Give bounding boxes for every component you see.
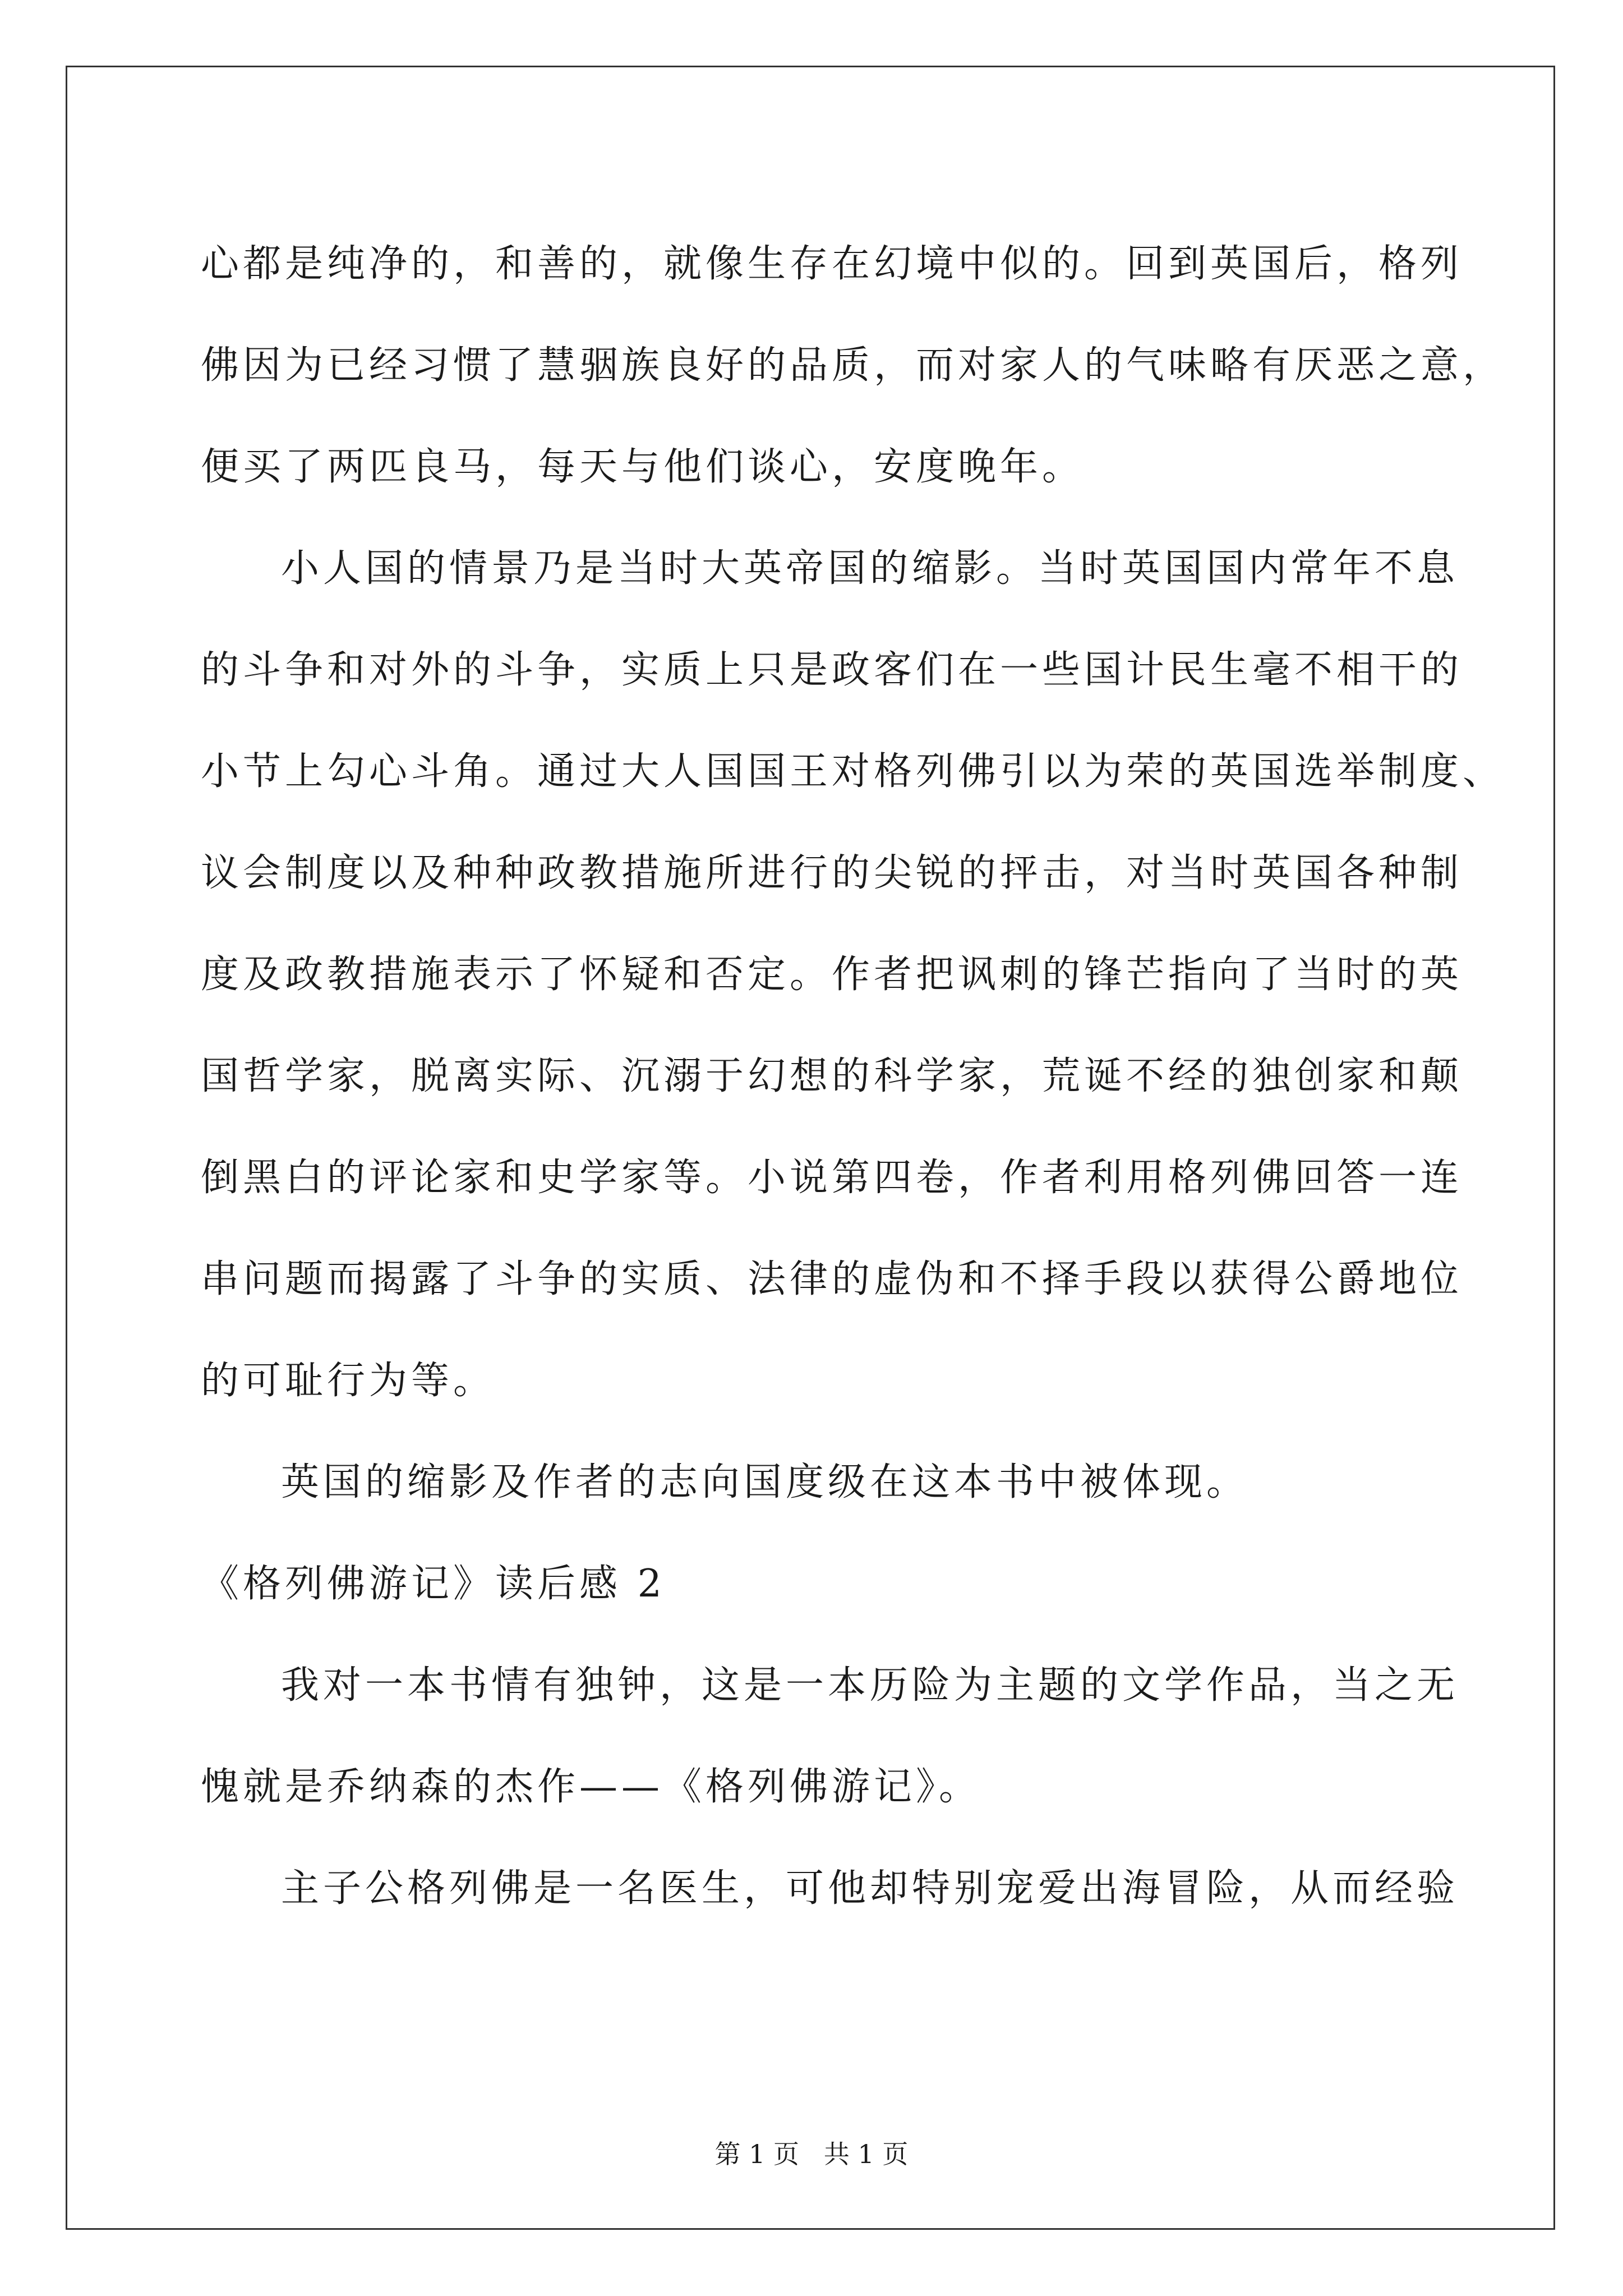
section-heading: 《格列佛游记》读后感 2 [201,1562,666,1606]
body-text-line: 倒黑白的评论家和史学家等。小说第四卷，作者利用格列佛回答一连 [201,1156,1463,1200]
document-body [201,213,1505,1939]
body-text-line: 便买了两匹良马，每天与他们谈心，安度晚年。 [201,445,1085,489]
body-text-line: 小节上勾心斗角。通过大人国国王对格列佛引以为荣的英国选举制度、 [201,749,1505,794]
body-text-line: 愧就是乔纳森的杰作——《格列佛游记》。 [201,1765,981,1809]
paragraph-start-line: 小人国的情景乃是当时大英帝国的缩影。当时英国国内常年不息 [281,546,1459,591]
body-text-line: 国哲学家，脱离实际、沉溺于幻想的科学家，荒诞不经的独创家和颠 [201,1054,1463,1098]
paragraph-start-line: 我对一本书情有独钟，这是一本历险为主题的文学作品，当之无 [281,1663,1459,1708]
body-text-line: 的可耻行为等。 [201,1359,496,1403]
paragraph-start-line: 主子公格列佛是一名医生，可他却特别宠爱出海冒险，从而经验 [281,1866,1459,1911]
page-footer: 第 1 页 共 1 页 [714,2139,909,2169]
body-text-line: 串问题而揭露了斗争的实质、法律的虚伪和不择手段以获得公爵地位 [201,1257,1463,1301]
body-text-line: 议会制度以及种种政教措施所进行的尖锐的抨击，对当时英国各种制 [201,851,1463,895]
body-text-line: 心都是纯净的，和善的，就像生存在幻境中似的。回到英国后，格列 [201,242,1463,286]
body-text-line: 佛因为已经习惯了慧骃族良好的品质，而对家人的气味略有厌恶之意， [201,343,1505,388]
body-text-line: 的斗争和对外的斗争，实质上只是政客们在一些国计民生毫不相干的 [201,648,1463,692]
paragraph-start-line: 英国的缩影及作者的志向国度级在这本书中被体现。 [281,1460,1249,1504]
body-text-line: 度及政教措施表示了怀疑和否定。作者把讽刺的锋芒指向了当时的英 [201,953,1463,997]
